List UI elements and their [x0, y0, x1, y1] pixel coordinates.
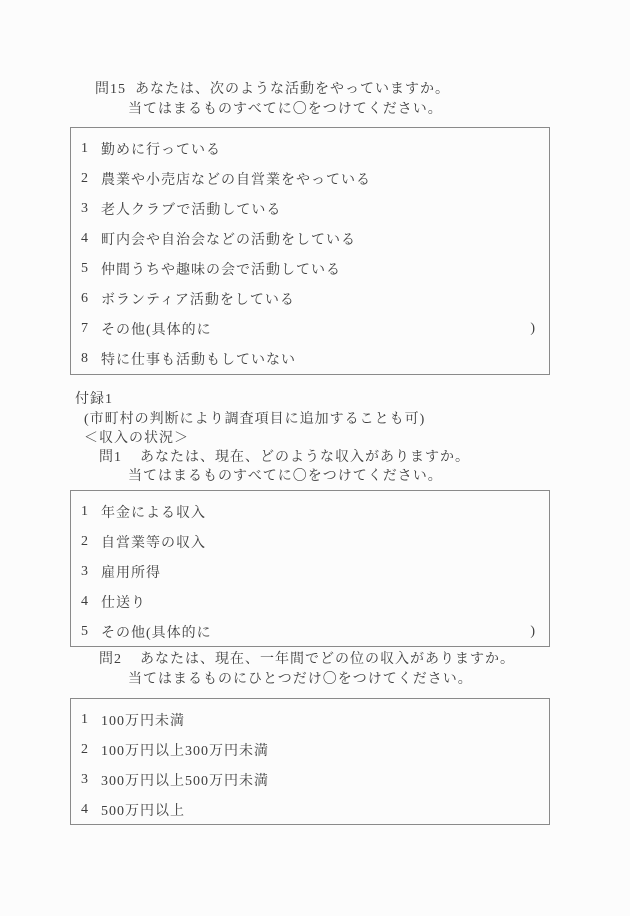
option-number: 2 — [81, 742, 89, 757]
option-number: 4 — [81, 231, 89, 246]
q15-option-8 — [71, 344, 549, 374]
q15-option-7 — [71, 314, 549, 344]
option-text: 仕送り — [101, 596, 146, 611]
q2-number-label: 問2 — [99, 652, 122, 667]
option-text: 自営業等の収入 — [101, 536, 206, 551]
q2-option-2 — [71, 735, 549, 765]
q15-option-2 — [71, 164, 549, 194]
q1-options-box — [70, 490, 550, 647]
q2-option-3 — [71, 765, 549, 795]
option-text: ボランティア活動をしている — [101, 293, 295, 308]
option-text: 農業や小売店などの自営業をやっている — [101, 173, 371, 188]
appendix-note: (市町村の判断により調査項目に追加することも可) — [84, 412, 426, 427]
option-close-paren: ) — [530, 321, 536, 336]
option-number: 1 — [81, 141, 89, 156]
q2-instruction: 当てはまるものにひとつだけ〇をつけてください。 — [128, 672, 473, 687]
option-text: その他(具体的に — [101, 626, 212, 641]
q1-option-4 — [71, 587, 549, 617]
option-number: 1 — [81, 712, 89, 727]
option-text: 特に仕事も活動もしていない — [101, 353, 296, 368]
q1-option-2 — [71, 527, 549, 557]
option-text: 300万円以上500万円未満 — [101, 774, 269, 789]
option-number: 4 — [81, 802, 89, 817]
q15-number-label: 問15 — [95, 82, 126, 97]
q1-header — [99, 448, 470, 468]
q15-option-1 — [71, 134, 549, 164]
q1-instruction: 当てはまるものすべてに〇をつけてください。 — [128, 469, 443, 484]
option-text: その他(具体的に — [101, 323, 212, 338]
option-number: 2 — [81, 171, 89, 186]
option-text: 100万円以上300万円未満 — [101, 744, 269, 759]
q15-option-5 — [71, 254, 549, 284]
q2-option-1 — [71, 705, 549, 735]
income-section-heading: ＜収入の状況＞ — [84, 431, 189, 446]
option-number: 4 — [81, 594, 89, 609]
option-number: 5 — [81, 261, 89, 276]
q15-option-4 — [71, 224, 549, 254]
appendix-title: 付録1 — [75, 392, 113, 407]
q1-option-1 — [71, 497, 549, 527]
option-text: 町内会や自治会などの活動をしている — [101, 233, 356, 248]
q2-options-box — [70, 698, 550, 825]
option-text: 勤めに行っている — [101, 143, 221, 158]
option-number: 3 — [81, 772, 89, 787]
option-number: 8 — [81, 351, 89, 366]
option-number: 7 — [81, 321, 89, 336]
q1-option-3 — [71, 557, 549, 587]
option-number: 6 — [81, 291, 89, 306]
q1-number-label: 問1 — [99, 450, 122, 465]
option-number: 3 — [81, 201, 89, 216]
q15-options-box — [70, 127, 550, 375]
q2-header — [99, 650, 515, 670]
option-text: 500万円以上 — [101, 804, 185, 819]
option-text: 100万円未満 — [101, 714, 185, 729]
q15-instruction: 当てはまるものすべてに〇をつけてください。 — [128, 102, 443, 117]
q2-question-text: あなたは、現在、一年間でどの位の収入がありますか。 — [140, 652, 515, 667]
q15-question-text: あなたは、次のような活動をやっていますか。 — [135, 82, 450, 97]
option-text: 雇用所得 — [101, 566, 161, 581]
q15-header — [95, 80, 450, 100]
q15-option-3 — [71, 194, 549, 224]
option-number: 2 — [81, 534, 89, 549]
q1-question-text: あなたは、現在、どのような収入がありますか。 — [140, 450, 470, 465]
q15-option-6 — [71, 284, 549, 314]
option-number: 1 — [81, 504, 89, 519]
q2-option-4 — [71, 795, 549, 825]
option-text: 年金による収入 — [101, 506, 206, 521]
option-text: 老人クラブで活動している — [101, 203, 282, 218]
option-number: 3 — [81, 564, 89, 579]
option-number: 5 — [81, 624, 89, 639]
option-close-paren: ) — [530, 624, 536, 639]
option-text: 仲間うちや趣味の会で活動している — [101, 263, 341, 278]
q1-option-5 — [71, 617, 549, 647]
